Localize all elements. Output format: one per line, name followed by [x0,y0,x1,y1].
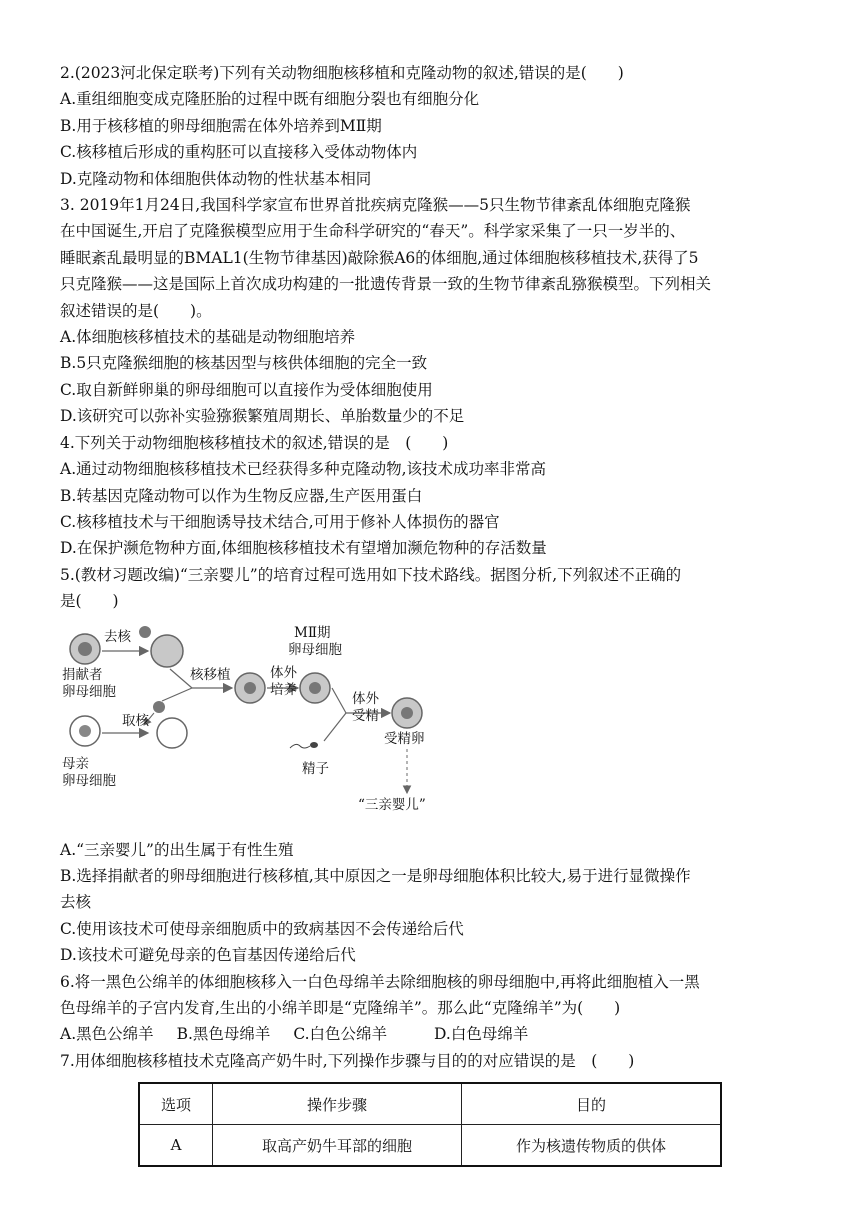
mother-label-line1: 母亲 [62,755,89,772]
q2-option-c: C.核移植后形成的重构胚可以直接移入受体动物体内 [60,143,418,162]
q5-option-c: C.使用该技术可使母亲细胞质中的致病基因不会传递给后代 [60,919,464,938]
q3-option-a: A.体细胞核移植技术的基础是动物细胞培养 [60,328,356,347]
q3-stem-line: 在中国诞生,开启了克隆猴模型应用于生命科学研究的“春天”。科学家采集了一只一岁半的、 [60,222,686,241]
donor-label-line1: 捐献者 [62,666,103,683]
q6-option-d: D.白色母绵羊 [434,1025,529,1044]
q3-stem-line: 只克隆猴——这是国际上首次成功构建的一批遗传背景一致的生物节律紊乱猕猴模型。下列相关 [60,275,712,294]
table-header-row [139,1083,721,1125]
remove-nucleus-label-1: 去核 [104,628,131,645]
removed-nucleus-dot [139,626,151,638]
mii-oocyte-cell [300,673,330,703]
extracted-nucleus-dot [153,701,165,713]
q4-option-a: A.通过动物细胞核移植技术已经获得多种克隆动物,该技术成功率非常高 [60,460,547,479]
remove-nucleus-label-2: 取核 [122,712,149,729]
table-cell: 取高产奶牛耳部的细胞 [213,1125,462,1167]
q4-option-b: B.转基因克隆动物可以作为生物反应器,生产医用蛋白 [60,486,423,505]
enucleated-oocyte-cell [151,635,183,667]
q6-option-a: A.黑色公绵羊 [60,1025,154,1044]
q5-stem-line: 是( ) [60,592,119,611]
q3-option-b: B.5只克隆猴细胞的核基因型与核供体细胞的完全一致 [60,354,428,373]
zygote-cell [392,698,422,728]
q7-stem: 7.用体细胞核移植技术克隆高产奶牛时,下列操作步骤与目的的对应错误的是 ( ) [60,1051,635,1070]
culture-label-line2: 培养 [270,681,297,698]
q5-option-b-cont: 去核 [60,893,92,912]
mii-label-line2: 卵母细胞 [288,641,342,658]
table-header-option: 选项 [139,1083,213,1125]
q3-stem-line: 3. 2019年1月24日,我国科学家宣布世界首批疾病克隆猴——5只生物节律紊乱体细胞克隆猴 [60,196,691,215]
q6-stem-line: 色母绵羊的子宫内发育,生出的小绵羊即是“克隆绵羊”。那么此“克隆绵羊”为( ) [60,998,621,1017]
q3-stem-line: 叙述错误的是( )。 [60,301,212,320]
mother-label-line2: 卵母细胞 [62,772,116,789]
zygote-label: 受精卵 [384,730,425,747]
culture-label-line1: 体外 [270,664,297,681]
three-parent-baby-diagram [62,621,582,831]
three-parent-baby-label: “三亲婴儿” [358,796,426,813]
sperm-label: 精子 [302,760,329,777]
table-cell: A [139,1125,213,1167]
fertilization-label-line2: 受精 [352,707,379,724]
mii-label-line1: MⅡ期 [294,624,331,641]
q5-option-d: D.该技术可避免母亲的色盲基因传递给后代 [60,946,356,965]
mother-cell-without-nucleus [157,718,187,748]
donor-oocyte-cell [70,634,100,664]
q3-stem-line: 睡眠紊乱最明显的BMAL1(生物节律基因)敲除猴A6的体细胞,通过体细胞核移植技术,获得了5 [60,248,699,267]
q4-option-c: C.核移植技术与干细胞诱导技术结合,可用于修补人体损伤的器官 [60,512,500,531]
q2-option-d: D.克隆动物和体细胞供体动物的性状基本相同 [60,169,372,188]
q4-option-d: D.在保护濒危物种方面,体细胞核移植技术有望增加濒危物种的存活数量 [60,539,547,558]
q2-option-a: A.重组细胞变成克隆胚胎的过程中既有细胞分裂也有细胞分化 [60,90,480,109]
q6-option-b: B.黑色母绵羊 [176,1025,271,1044]
q5-stem-line: 5.(教材习题改编)“三亲婴儿”的培育过程可选用如下技术路线。据图分析,下列叙述不正确的 [60,565,682,584]
table-cell: 作为核遗传物质的供体 [462,1125,722,1167]
table-header-step: 操作步骤 [213,1083,462,1125]
sperm-cell [290,742,318,748]
q6-options [60,1021,810,1047]
fertilization-label-line1: 体外 [352,690,379,707]
q5-option-a: A.“三亲婴儿”的出生属于有性生殖 [60,840,294,859]
exam-page [60,60,810,1167]
donor-label-line2: 卵母细胞 [62,683,116,700]
mother-oocyte-cell [70,716,100,746]
q3-option-c: C.取自新鲜卵巢的卵母细胞可以直接作为受体细胞使用 [60,380,433,399]
q3-option-d: D.该研究可以弥补实验猕猴繁殖周期长、单胎数量少的不足 [60,407,465,426]
table-header-purpose: 目的 [462,1083,722,1125]
q4-stem: 4.下列关于动物细胞核移植技术的叙述,错误的是 ( ) [60,433,449,452]
table-row [139,1125,721,1167]
q6-stem-line: 6.将一黑色公绵羊的体细胞核移入一白色母绵羊去除细胞核的卵母细胞中,再将此细胞植入一黑 [60,972,700,991]
q5-option-b: B.选择捐献者的卵母细胞进行核移植,其中原因之一是卵母细胞体积比较大,易于进行显微操作 [60,866,691,885]
q2-stem: 2.(2023河北保定联考)下列有关动物细胞核移植和克隆动物的叙述,错误的是( ) [60,64,624,82]
q2-option-b: B.用于核移植的卵母细胞需在体外培养到MⅡ期 [60,116,382,135]
reconstructed-cell [235,673,265,703]
q6-option-c: C.白色公绵羊 [293,1025,388,1044]
q7-table [138,1082,722,1167]
nuclear-transfer-label: 核移植 [190,666,231,683]
